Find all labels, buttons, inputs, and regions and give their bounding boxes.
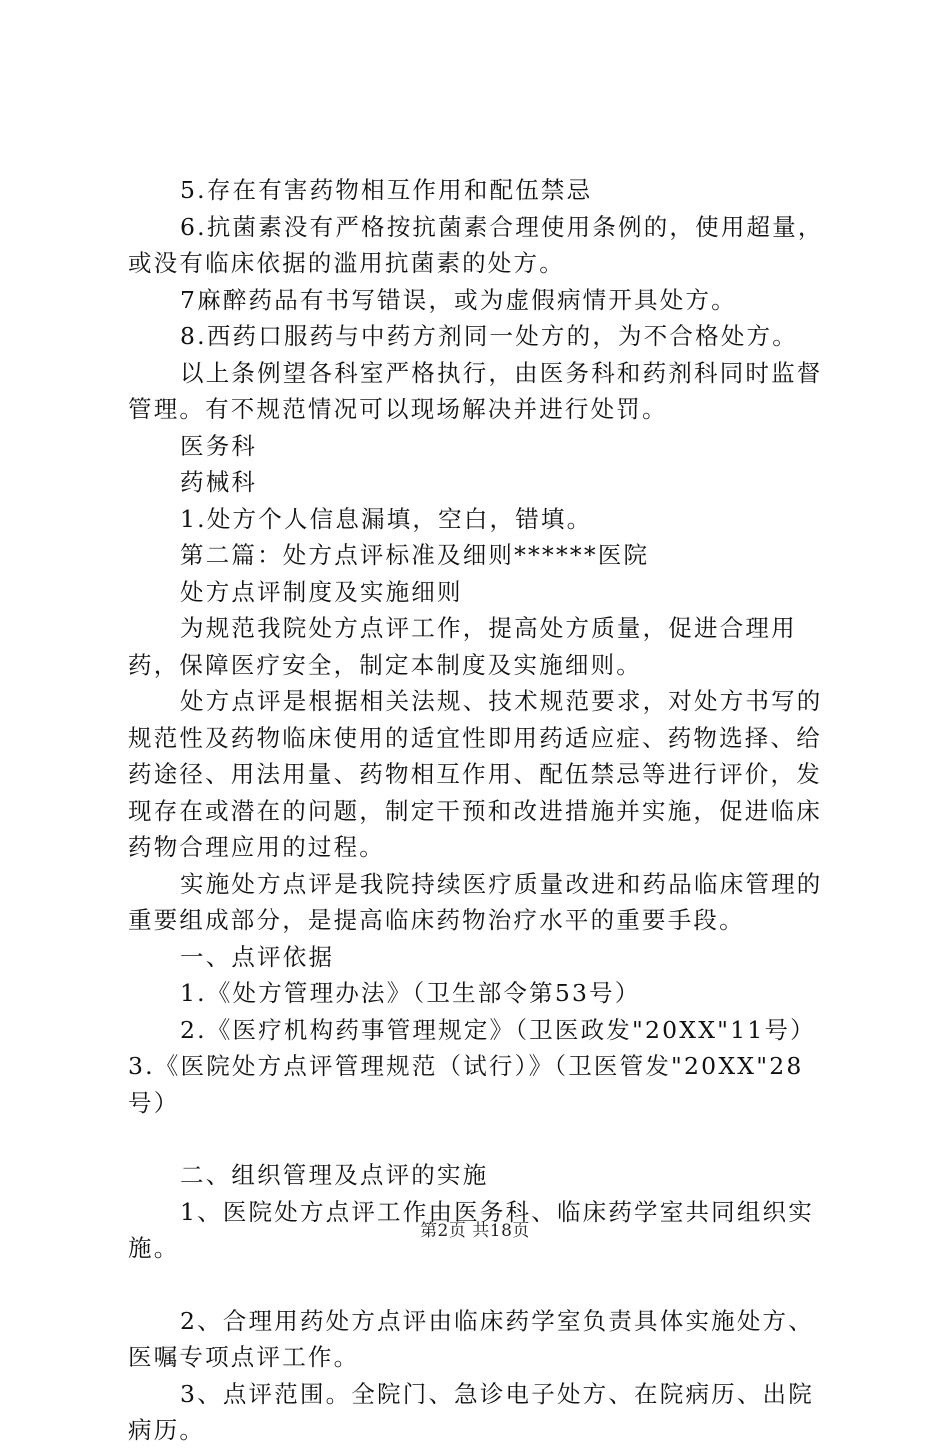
- document-body: [128, 172, 838, 1449]
- blank-line: [128, 1267, 838, 1303]
- basis-item-1: 1.《处方管理办法》（卫生部令第53号）: [180, 979, 641, 1007]
- heading-basis: 一、点评依据: [180, 942, 335, 971]
- organization-item-3: 3、点评范围。全院门、急诊电子处方、在院病历、出院病历。: [128, 1379, 814, 1444]
- department-medical-affairs: 医务科: [180, 431, 258, 460]
- paragraph-item-1-info: 1.处方个人信息漏填，空白，错填。: [180, 504, 593, 533]
- paragraph-item-7: 7麻醉药品有书写错误，或为虚假病情开具处方。: [180, 285, 737, 314]
- page-footer: 第2页 共18页: [420, 1221, 530, 1241]
- paragraph-importance: 实施处方点评是我院持续医疗质量改进和药品临床管理的重要组成部分，是提高临床药物治疗水平的重要手段。: [128, 869, 823, 934]
- section-subtitle: 处方点评制度及实施细则: [180, 577, 463, 606]
- paragraph-purpose: 为规范我院处方点评工作，提高处方质量，促进合理用药，保障医疗安全，制定本制度及实施细则。: [128, 614, 797, 679]
- paragraph-item-6: 6.抗菌素没有严格按抗菌素合理使用条例的，使用超量，或没有临床依据的滥用抗菌素的处方。: [128, 212, 824, 277]
- organization-item-1: 1、医院处方点评工作由医务科、临床药学室共同组织实施。: [128, 1197, 814, 1262]
- heading-organization: 二、组织管理及点评的实施: [180, 1161, 489, 1189]
- paragraph-item-5: 5.存在有害药物相互作用和配伍禁忌: [180, 176, 593, 204]
- basis-item-2-3: 2.《医疗机构药事管理规定》（卫医政发"20XX"11号）3.《医院处方点评管理规范（试行）》（卫医管发"20XX"28号）: [128, 1015, 816, 1117]
- paragraph-definition: 处方点评是根据相关法规、技术规范要求，对处方书写的规范性及药物临床使用的适宜性即用药适应症、药物选择、给药途径、用法用量、药物相互作用、配伍禁忌等进行评价，发现存在或潜在的问题，制定干预和改进措施并实施，促进临床药物合理应用的过程。: [128, 687, 823, 861]
- department-pharmacy-equipment: 药械科: [180, 468, 258, 496]
- paragraph-notice: 以上条例望各科室严格执行，由医务科和药剂科同时监督管理。有不规范情况可以现场解决并进行处罚。: [128, 358, 823, 423]
- organization-item-2: 2、合理用药处方点评由临床药学室负责具体实施处方、医嘱专项点评工作。: [128, 1306, 814, 1371]
- paragraph-item-8: 8.西药口服药与中药方剂同一处方的，为不合格处方。: [180, 322, 798, 350]
- section-title-part2: 第二篇：处方点评标准及细则******医院: [180, 541, 650, 569]
- blank-line: [128, 1121, 838, 1157]
